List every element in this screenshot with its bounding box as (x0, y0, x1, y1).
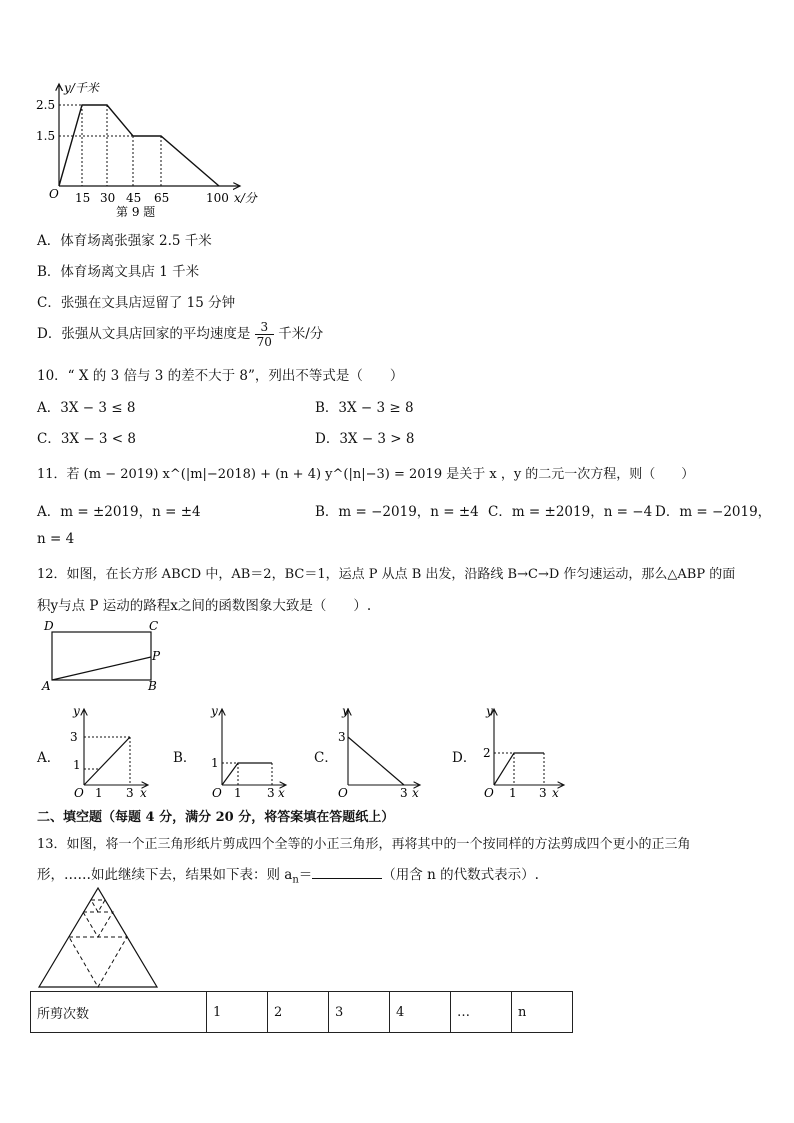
q10-option-b: B．3X − 3 ≥ 8 (315, 400, 414, 416)
q11-option-a: A．m = ±2019，n = ±4 (37, 504, 201, 520)
q13-triangle-figure (36, 885, 160, 991)
svg-text:2: 2 (483, 746, 491, 760)
q13-table-cell: n (512, 992, 573, 1033)
q12-option-d-graph (468, 703, 578, 801)
q9-distance-time-graph (30, 78, 270, 220)
svg-text:x: x (278, 786, 285, 800)
svg-text:3: 3 (338, 730, 346, 744)
q9-distance-line (59, 105, 219, 186)
q11-option-d-continued: n = 4 (37, 531, 75, 547)
q13-table-cell: 4 (390, 992, 451, 1033)
q12-label-p: P (152, 649, 161, 663)
q9-xtick-15: 15 (75, 191, 91, 205)
q12-option-c-letter: C． (314, 750, 338, 766)
q9-option-d-fraction (255, 320, 274, 349)
q12-rectangle-figure (38, 618, 168, 698)
q13-stem-line2 (37, 863, 539, 886)
q9-xtick-45: 45 (126, 191, 142, 205)
q12-option-b-letter: B． (173, 750, 197, 766)
svg-text:O: O (74, 786, 84, 800)
q13-table-cell: 1 (207, 992, 268, 1033)
q13-line2-tail: （用含 n 的代数式表示）. (382, 867, 539, 883)
q12-label-d: D (44, 619, 54, 633)
svg-text:1: 1 (211, 756, 219, 770)
q12-option-a-graph (58, 703, 158, 801)
q10-stem: 10．“ X 的 3 倍与 3 的差不大于 8”，列出不等式是（ ） (37, 368, 404, 384)
svg-text:x: x (140, 786, 147, 800)
table-row (31, 992, 573, 1033)
svg-text:O: O (212, 786, 222, 800)
q9-caption: 第 9 题 (116, 205, 156, 219)
q12-option-a-letter: A． (37, 750, 61, 766)
q12-option-b-graph (196, 703, 296, 801)
svg-text:y: y (486, 704, 493, 718)
svg-text:1: 1 (95, 786, 103, 800)
q9-xtick-100: 100 (206, 191, 229, 205)
q11-stem: 11．若 (m − 2019) x^(|m|−2018) + (n + 4) y^(|n|−3) = 2019 是关于 x ，y 的二元一次方程，则（ ） (37, 467, 695, 482)
q13-table-cell: … (451, 992, 512, 1033)
svg-text:3: 3 (70, 730, 78, 744)
q13-table-cell: 3 (329, 992, 390, 1033)
section-fill-in-heading: 二、填空题（每题 4 分，满分 20 分，将答案填在答题纸上） (37, 810, 395, 825)
q13-table (30, 991, 573, 1033)
svg-text:O: O (338, 786, 348, 800)
q13-line2-text: 形，……如此继续下去，结果如下表：则 a (37, 867, 293, 883)
q13-equals: ＝ (298, 867, 313, 883)
q13-answer-blank[interactable] (312, 866, 382, 879)
svg-text:1: 1 (509, 786, 517, 800)
svg-text:x: x (412, 786, 419, 800)
svg-text:y: y (211, 704, 218, 718)
q9-option-d-text: D．张强从文具店回家的平均速度是 (37, 326, 251, 342)
q11-option-b: B．m = −2019，n = ±4 (315, 504, 479, 520)
q10-option-a: A．3X − 3 ≤ 8 (37, 400, 136, 416)
svg-text:3: 3 (539, 786, 547, 800)
q9-option-d-unit: 千米/分 (278, 326, 324, 342)
q12-option-c-graph (322, 703, 432, 801)
q9-option-a: A．体育场离张强家 2.5 千米 (37, 233, 212, 249)
q12-option-d-letter: D． (452, 750, 477, 766)
svg-text:x: x (552, 786, 559, 800)
q9-xtick-30: 30 (100, 191, 116, 205)
svg-text:O: O (484, 786, 494, 800)
q13-stem-line1: 13．如图，将一个正三角形纸片剪成四个全等的小正三角形，再将其中的一个按同样的方法剪成四个更小的正三角 (37, 837, 691, 852)
q9-ytick-2.5: 2.5 (36, 98, 56, 112)
q13-subscript-n: n (292, 874, 299, 886)
svg-text:y: y (73, 704, 80, 718)
q12-stem-line1: 12．如图，在长方形 ABCD 中，AB＝2，BC＝1，运点 P 从点 B 出发，沿路线 B→C→D 作匀速运动，那么△ABP 的面 (37, 567, 736, 582)
q9-option-c: C．张强在文具店逗留了 15 分钟 (37, 295, 236, 311)
q9-option-b: B．体育场离文具店 1 千米 (37, 264, 200, 280)
q12-label-c: C (149, 619, 159, 633)
svg-text:3: 3 (267, 786, 275, 800)
svg-text:3: 3 (400, 786, 408, 800)
svg-text:1: 1 (234, 786, 242, 800)
svg-text:3: 3 (126, 786, 134, 800)
q9-option-d (37, 320, 323, 349)
q9-fraction-numerator: 3 (255, 320, 274, 335)
q10-option-d: D．3X − 3 > 8 (315, 431, 415, 447)
svg-text:1: 1 (73, 758, 81, 772)
q11-option-d: D．m = −2019， (655, 504, 772, 520)
q11-option-c: C．m = ±2019，n = −4 (488, 504, 653, 520)
q9-origin: O (49, 187, 59, 201)
q9-xtick-65: 65 (154, 191, 170, 205)
q13-table-header: 所剪次数 (31, 992, 207, 1033)
q13-table-cell: 2 (268, 992, 329, 1033)
q9-ytick-1.5: 1.5 (36, 129, 56, 143)
q9-fraction-denominator: 70 (256, 335, 272, 349)
svg-text:y: y (342, 704, 349, 718)
q12-stem-line2: 积y与点 P 运动的路程x之间的函数图象大致是（ ）. (37, 598, 372, 614)
q12-label-a: A (42, 679, 51, 693)
q12-label-b: B (148, 679, 157, 693)
q9-ylabel: y/千米 (64, 81, 99, 95)
q10-option-c: C．3X − 3 < 8 (37, 431, 136, 447)
q9-xlabel: x/分 (234, 191, 257, 205)
